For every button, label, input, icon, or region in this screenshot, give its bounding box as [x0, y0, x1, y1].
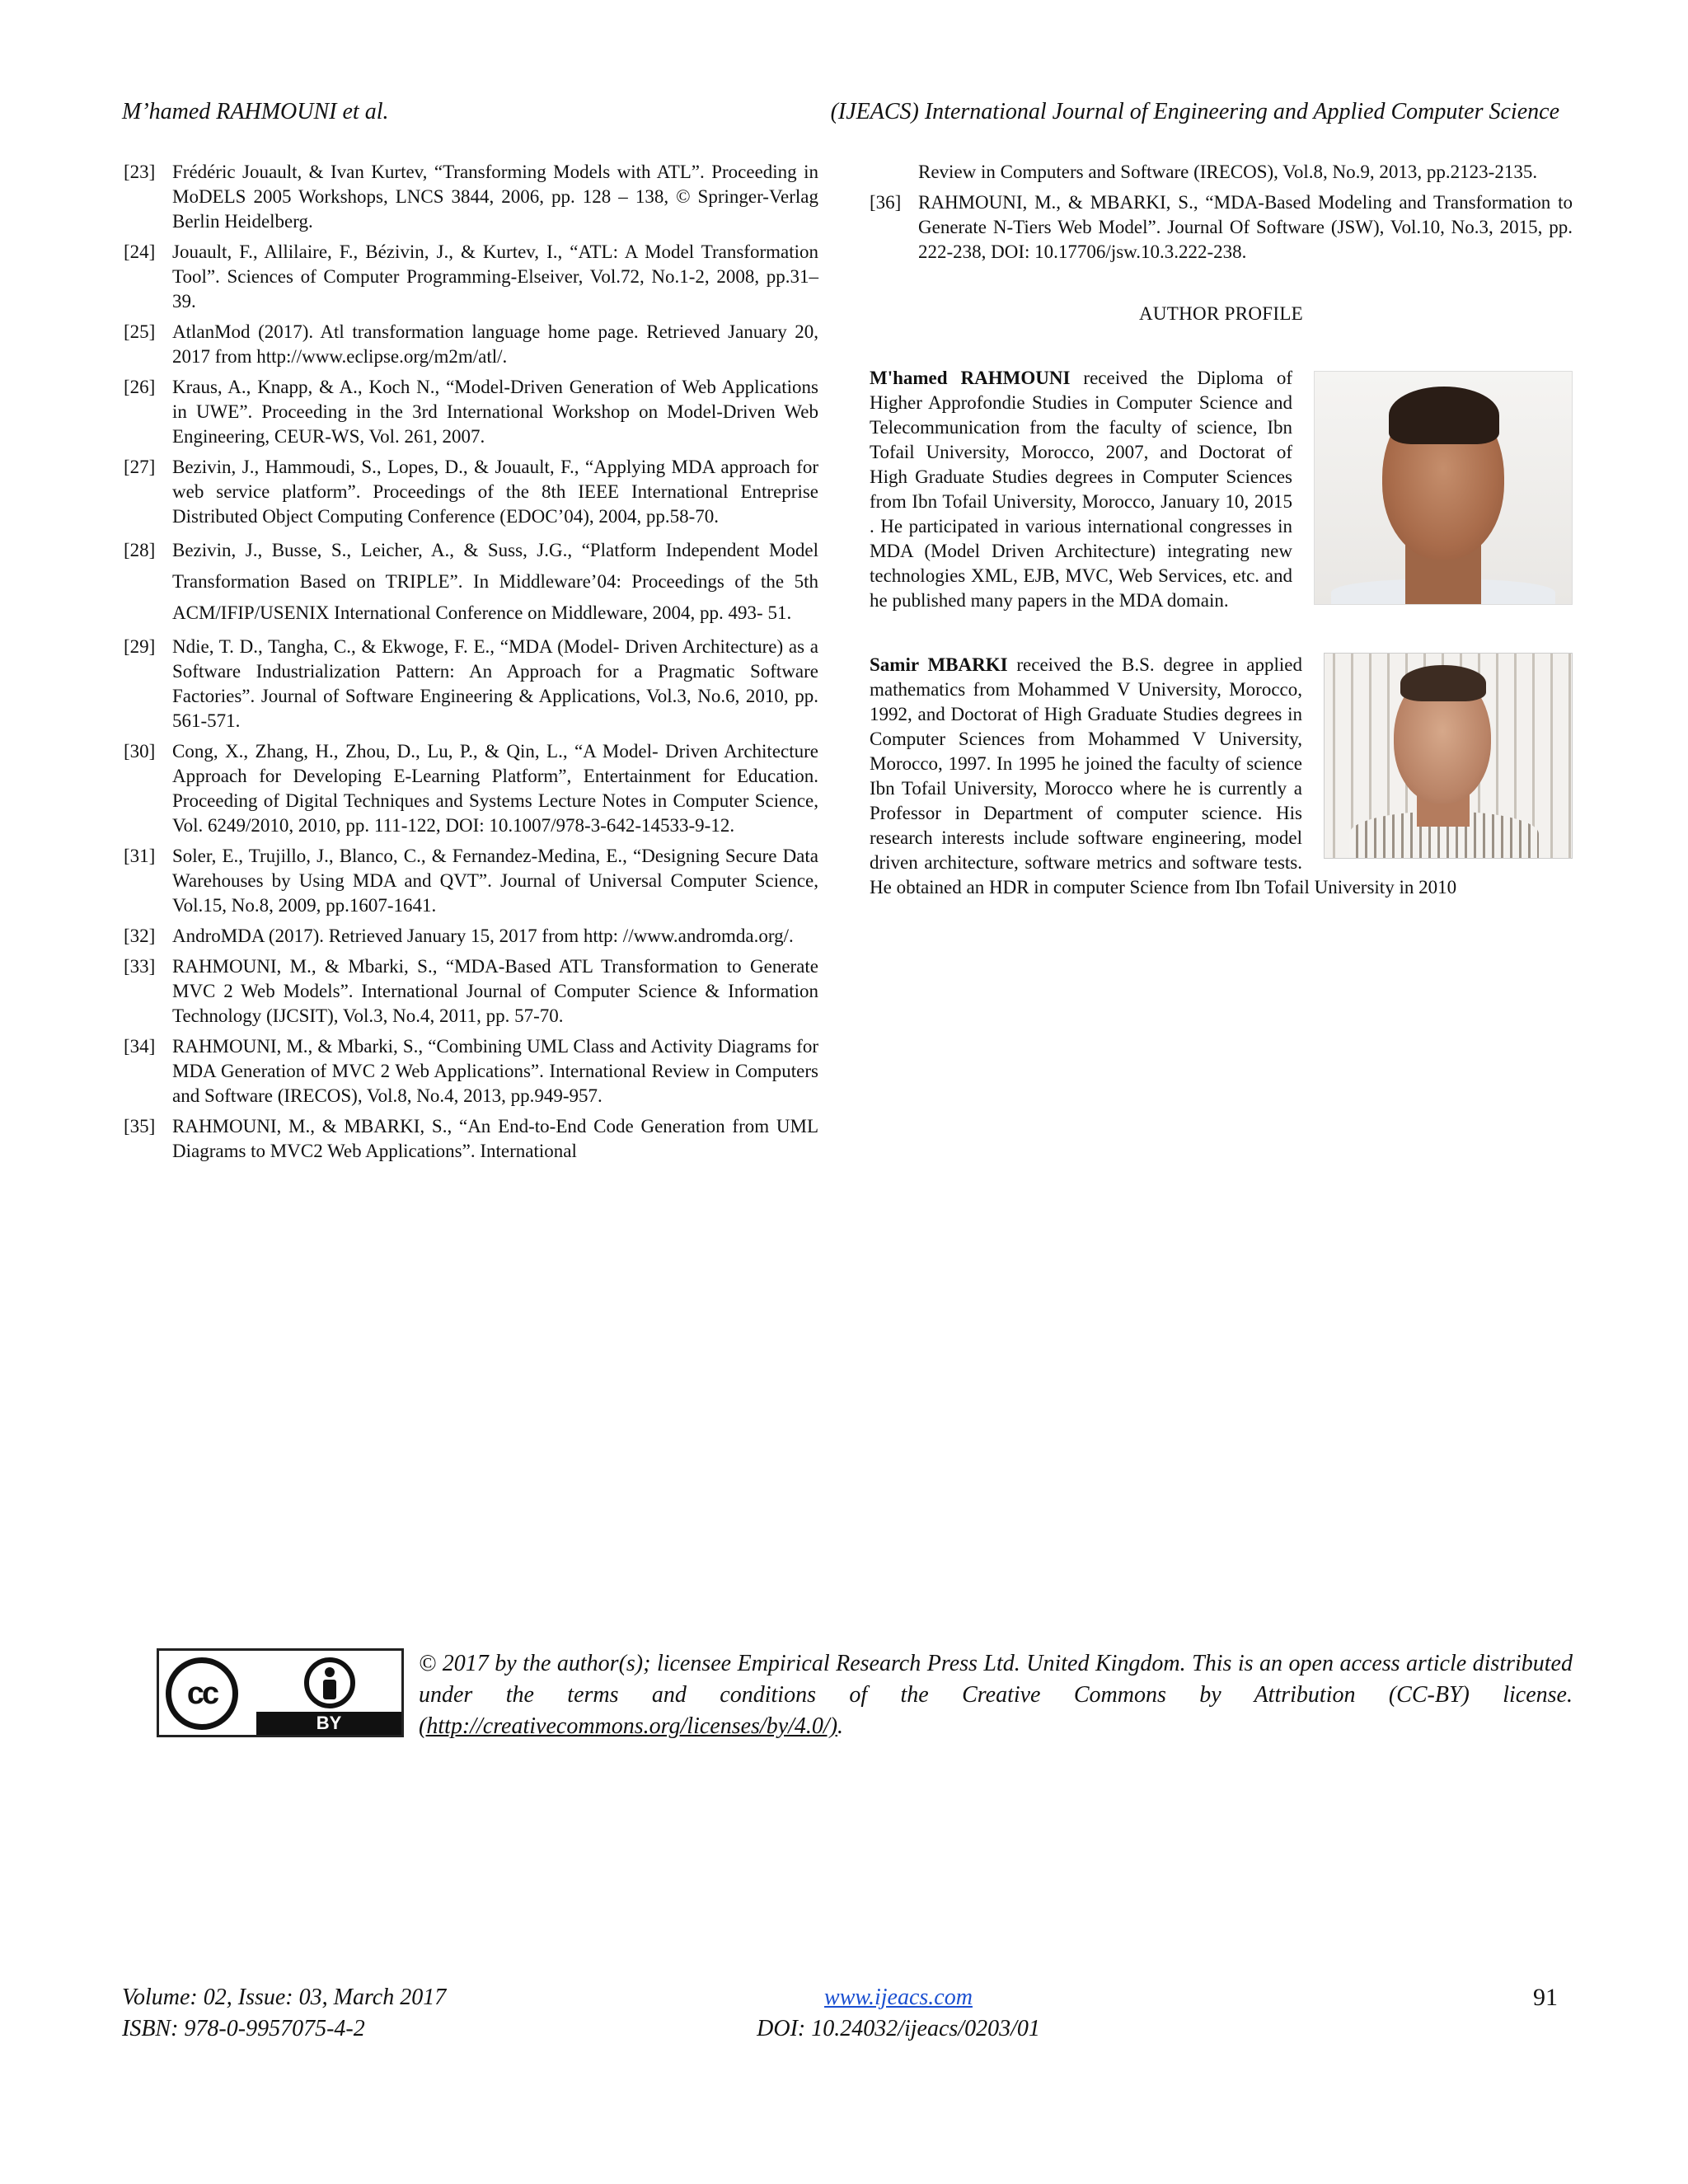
by-label: BY [256, 1712, 401, 1735]
reference-text: Ndie, T. D., Tangha, C., & Ekwoge, F. E., “MDA (Model- Driven Architecture) as a Software Industrialization Pattern: An Approach for a Pragmatic Software Factories”. Journal of Software Engineering & Applications, Vol.3, No.6, 2010, pp. 561-571. [172, 636, 818, 731]
license-statement: © 2017 by the author(s); licensee Empirical Research Press Ltd. United Kingdom. This is an open access article distributed under the terms and conditions of the Creative Commons by Attribution (CC-BY) license. [419, 1651, 1573, 1708]
cc-logo-icon: cc [166, 1657, 238, 1730]
reference-text: AndroMDA (2017). Retrieved January 15, 2017 from http: //www.andromda.org/. [172, 926, 794, 946]
reference-text: Cong, X., Zhang, H., Zhou, D., Lu, P., & Qin, L., “A Model- Driven Architecture Approach for Developing E-Learning Platform”, Entertainment for Education. Proceeding of Digital Techniques and Systems Lecture Notes in Computer Science, Vol. 6249/2010, 2010, pp. 111-122, DOI: 10.1007/978-3-642-14533-9-12. [172, 741, 818, 836]
reference-number: [25] [124, 321, 156, 342]
reference-text: Review in Computers and Software (IRECOS), Vol.8, No.9, 2013, pp.2123-2135. [918, 162, 1538, 182]
author-name: M'hamed RAHMOUNI [870, 368, 1071, 388]
page-number: 91 [1533, 1984, 1558, 2011]
reference-number: [33] [124, 956, 156, 977]
reference-text: RAHMOUNI, M., & MBARKI, S., “MDA-Based Modeling and Transformation to Generate N-Tiers Web Model”. Journal Of Software (JSW), Vol.10, No.3, 2015, pp. 222-238, DOI: 10.17706/jsw.10.3.222-238. [918, 192, 1573, 262]
reference-number: [24] [124, 241, 156, 262]
reference-number: [35] [124, 1116, 156, 1137]
reference-number: [26] [124, 377, 156, 397]
right-column [870, 160, 1573, 940]
attribution-person-icon [304, 1657, 355, 1708]
reference-number: [34] [124, 1036, 156, 1057]
reference-item [870, 190, 1573, 265]
reference-item [124, 375, 818, 449]
reference-text: RAHMOUNI, M., & MBARKI, S., “An End-to-End Code Generation from UML Diagrams to MVC2 Web Applications”. International [172, 1116, 818, 1161]
footer-left [122, 1982, 446, 2045]
reference-item [124, 320, 818, 369]
footer-isbn: ISBN: 978-0-9957075-4-2 [122, 2016, 365, 2041]
reference-number: [27] [124, 457, 156, 477]
license-link[interactable]: (http://creativecommons.org/licenses/by/4.0/) [419, 1713, 838, 1739]
author-photo-rahmouni [1314, 371, 1573, 605]
reference-item [124, 1034, 818, 1108]
reference-number: [36] [870, 192, 902, 213]
footer-center [684, 1982, 1113, 2045]
references-left-column [124, 160, 818, 1169]
reference-text: Soler, E., Trujillo, J., Blanco, C., & Fernandez-Medina, E., “Designing Secure Data Warehouses by Using MDA and QVT”. Journal of Universal Computer Science, Vol.15, No.8, 2009, pp.1607-1641. [172, 846, 818, 916]
reference-number: [30] [124, 741, 156, 762]
reference-number: [23] [124, 162, 156, 182]
reference-item [124, 455, 818, 529]
reference-continuation [870, 160, 1573, 185]
reference-item [124, 924, 818, 949]
reference-number: [29] [124, 636, 156, 657]
reference-number: [32] [124, 926, 156, 946]
cc-by-badge-icon [157, 1648, 404, 1737]
reference-item [124, 535, 818, 629]
reference-item [124, 635, 818, 733]
license-text: © 2017 by the author(s); licensee Empirical Research Press Ltd. United Kingdom. This is an open access article distributed under the terms and conditions of the Creative Commons by Attribution (CC-BY) license. (http://creativecommons.org/licenses/by/4.0/). [419, 1651, 1573, 1739]
author-bio-text: received the Diploma of Higher Approfondie Studies in Computer Science and Telecommunication from the faculty of science, Ibn Tofail University, Morocco, 2007, and Doctorat of High Graduate Studies degrees in Computer Sciences from Ibn Tofail University, Morocco, January 10, 2015 . He participated in various international congresses in MDA (Model Driven Architecture) integrating new technologies XML, EJB, MVC, Web Services, etc. and he published many papers in the MDA domain. [870, 368, 1292, 611]
reference-text: RAHMOUNI, M., & Mbarki, S., “MDA-Based ATL Transformation to Generate MVC 2 Web Models”. International Journal of Computer Science & Information Technology (IJCSIT), Vol.3, No.4, 2011, pp. 57-70. [172, 956, 818, 1026]
reference-text: Frédéric Jouault, & Ivan Kurtev, “Transforming Models with ATL”. Proceeding in MoDELS 2005 Workshops, LNCS 3844, 2006, pp. 128 – 138, © Springer-Verlag Berlin Heidelberg. [172, 162, 818, 232]
author-bio-rahmouni [870, 366, 1573, 613]
reference-text: Kraus, A., Knapp, & A., Koch N., “Model-Driven Generation of Web Applications in UWE”. Proceeding in the 3rd International Workshop on Model-Driven Web Engineering, CEUR-WS, Vol. 261, 2007. [172, 377, 818, 447]
reference-item [124, 739, 818, 838]
reference-text: Bezivin, J., Hammoudi, S., Lopes, D., & Jouault, F., “Applying MDA approach for web service platform”. Proceedings of the 8th IEEE International Entreprise Distributed Object Computing Conference (EDOC’04), 2004, pp.58-70. [172, 457, 818, 527]
footer-doi: DOI: 10.24032/ijeacs/0203/01 [757, 2016, 1040, 2041]
running-header-journal: (IJEACS) International Journal of Engineering and Applied Computer Science [830, 99, 1559, 124]
reference-number: [28] [124, 540, 156, 560]
reference-text: AtlanMod (2017). Atl transformation language home page. Retrieved January 20, 2017 from http://www.eclipse.org/m2m/atl/. [172, 321, 818, 367]
reference-item [124, 240, 818, 314]
reference-text: RAHMOUNI, M., & Mbarki, S., “Combining UML Class and Activity Diagrams for MDA Generation of MVC 2 Web Applications”. International Review in Computers and Software (IRECOS), Vol.8, No.4, 2013, pp.949-957. [172, 1036, 818, 1106]
footer-website-link[interactable]: www.ijeacs.com [824, 1985, 973, 2010]
reference-item [124, 844, 818, 918]
author-profile-heading: AUTHOR PROFILE [1138, 303, 1304, 324]
reference-item [124, 1114, 818, 1164]
author-bio-mbarki [870, 653, 1573, 900]
running-header-authors: M’hamed RAHMOUNI et al. [122, 99, 389, 124]
reference-item [124, 954, 818, 1029]
author-name: Samir MBARKI [870, 654, 1008, 675]
author-bio-text: received the B.S. degree in applied mathematics from Mohammed V University, Morocco, 1992, and Doctorat of High Graduate Studies degrees in Computer Sciences from Mohammed V University, Morocco, 1997. In 1995 he joined the faculty of science Ibn Tofail University, Morocco where he is currently a Professor in Department of computer science. His research interests include software engineering, model driven architecture, software metrics and software tests. He obtained an HDR in computer Science from Ibn Tofail University in 2010 [870, 654, 1457, 898]
reference-text: Bezivin, J., Busse, S., Leicher, A., & Suss, J.G., “Platform Independent Model Transformation Based on TRIPLE”. In Middleware’04: Proceedings of the 5th ACM/IFIP/USENIX International Conference on Middleware, 2004, pp. 493- 51. [172, 540, 818, 623]
reference-number: [31] [124, 846, 156, 866]
reference-item [124, 160, 818, 234]
footer-volume: Volume: 02, Issue: 03, March 2017 [122, 1985, 447, 2010]
reference-text: Jouault, F., Allilaire, F., Bézivin, J., & Kurtev, I., “ATL: A Model Transformation Tool”. Sciences of Computer Programming-Elseiver, Vol.72, No.1-2, 2008, pp.31–39. [172, 241, 818, 312]
author-photo-mbarki [1324, 653, 1573, 859]
